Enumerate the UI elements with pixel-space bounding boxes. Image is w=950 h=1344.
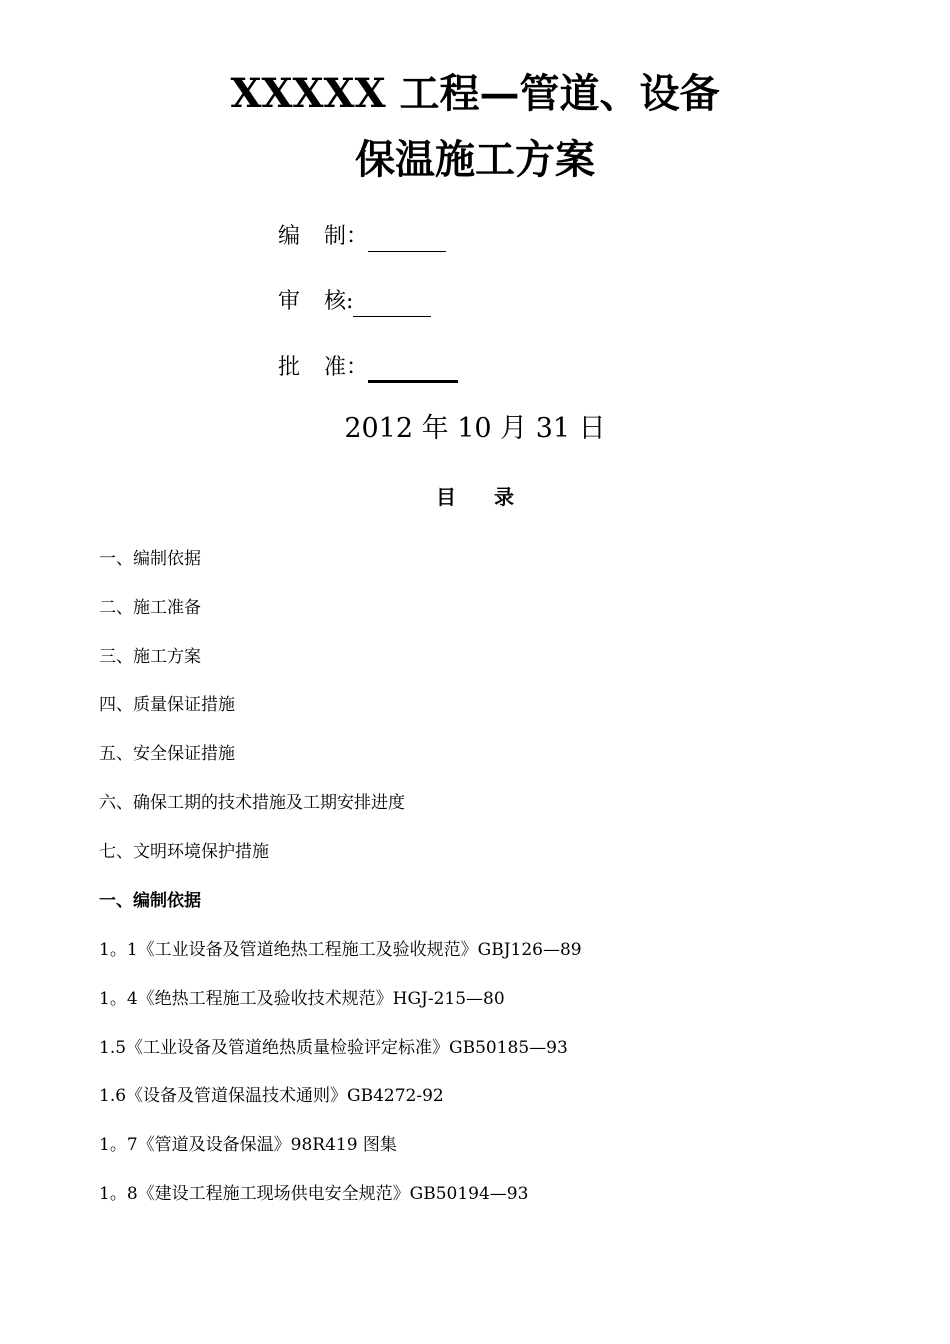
signature-row-review [278, 287, 431, 317]
reference-item: 1.6《设备及管道保温技术通则》GB4272-92 [99, 1086, 444, 1106]
toc-heading-char-a: 目 [436, 485, 456, 509]
reference-item: 1.5《工业设备及管道绝热质量检验评定标准》GB50185—93 [99, 1038, 568, 1058]
toc-item: 一、编制依据 [99, 549, 201, 569]
signature-label-compile-a: 编 [278, 224, 301, 249]
signature-label-approve-b: 准： [324, 355, 369, 380]
reference-item: 1。7《管道及设备保温》98R419 图集 [99, 1135, 397, 1155]
toc-item: 五、安全保证措施 [99, 744, 235, 764]
toc-item: 六、确保工期的技术措施及工期安排进度 [99, 793, 405, 813]
signature-label-compile-b: 制： [324, 224, 369, 249]
signature-label-review-a: 审 [278, 289, 301, 314]
document-title-line-2: 保温施工方案 [355, 136, 595, 183]
toc-item: 三、施工方案 [99, 647, 201, 667]
signature-label-review-b: 核: [324, 289, 354, 314]
document-title-line-1: XXXXX 工程—管道、设备 [230, 70, 720, 117]
reference-item: 1。4《绝热工程施工及验收技术规范》HGJ-215—80 [99, 989, 505, 1009]
reference-item: 1。1《工业设备及管道绝热工程施工及验收规范》GBJ126—89 [99, 940, 582, 960]
document-date: 2012 年 10 月 31 日 [344, 413, 606, 444]
signature-line-compile [368, 227, 446, 252]
signature-line-review [353, 292, 431, 317]
reference-item: 1。8《建设工程施工现场供电安全规范》GB50194—93 [99, 1184, 529, 1204]
signature-label-approve-a: 批 [278, 355, 301, 380]
toc-heading [0, 483, 950, 511]
toc-item: 四、质量保证措施 [99, 695, 235, 715]
toc-item: 七、文明环境保护措施 [99, 842, 269, 862]
signature-line-approve [368, 356, 458, 383]
signature-row-compile [278, 222, 446, 252]
section-heading: 一、编制依据 [99, 891, 201, 911]
toc-item: 二、施工准备 [99, 598, 201, 618]
signature-row-approve [278, 353, 458, 383]
toc-heading-char-b: 录 [494, 485, 514, 509]
